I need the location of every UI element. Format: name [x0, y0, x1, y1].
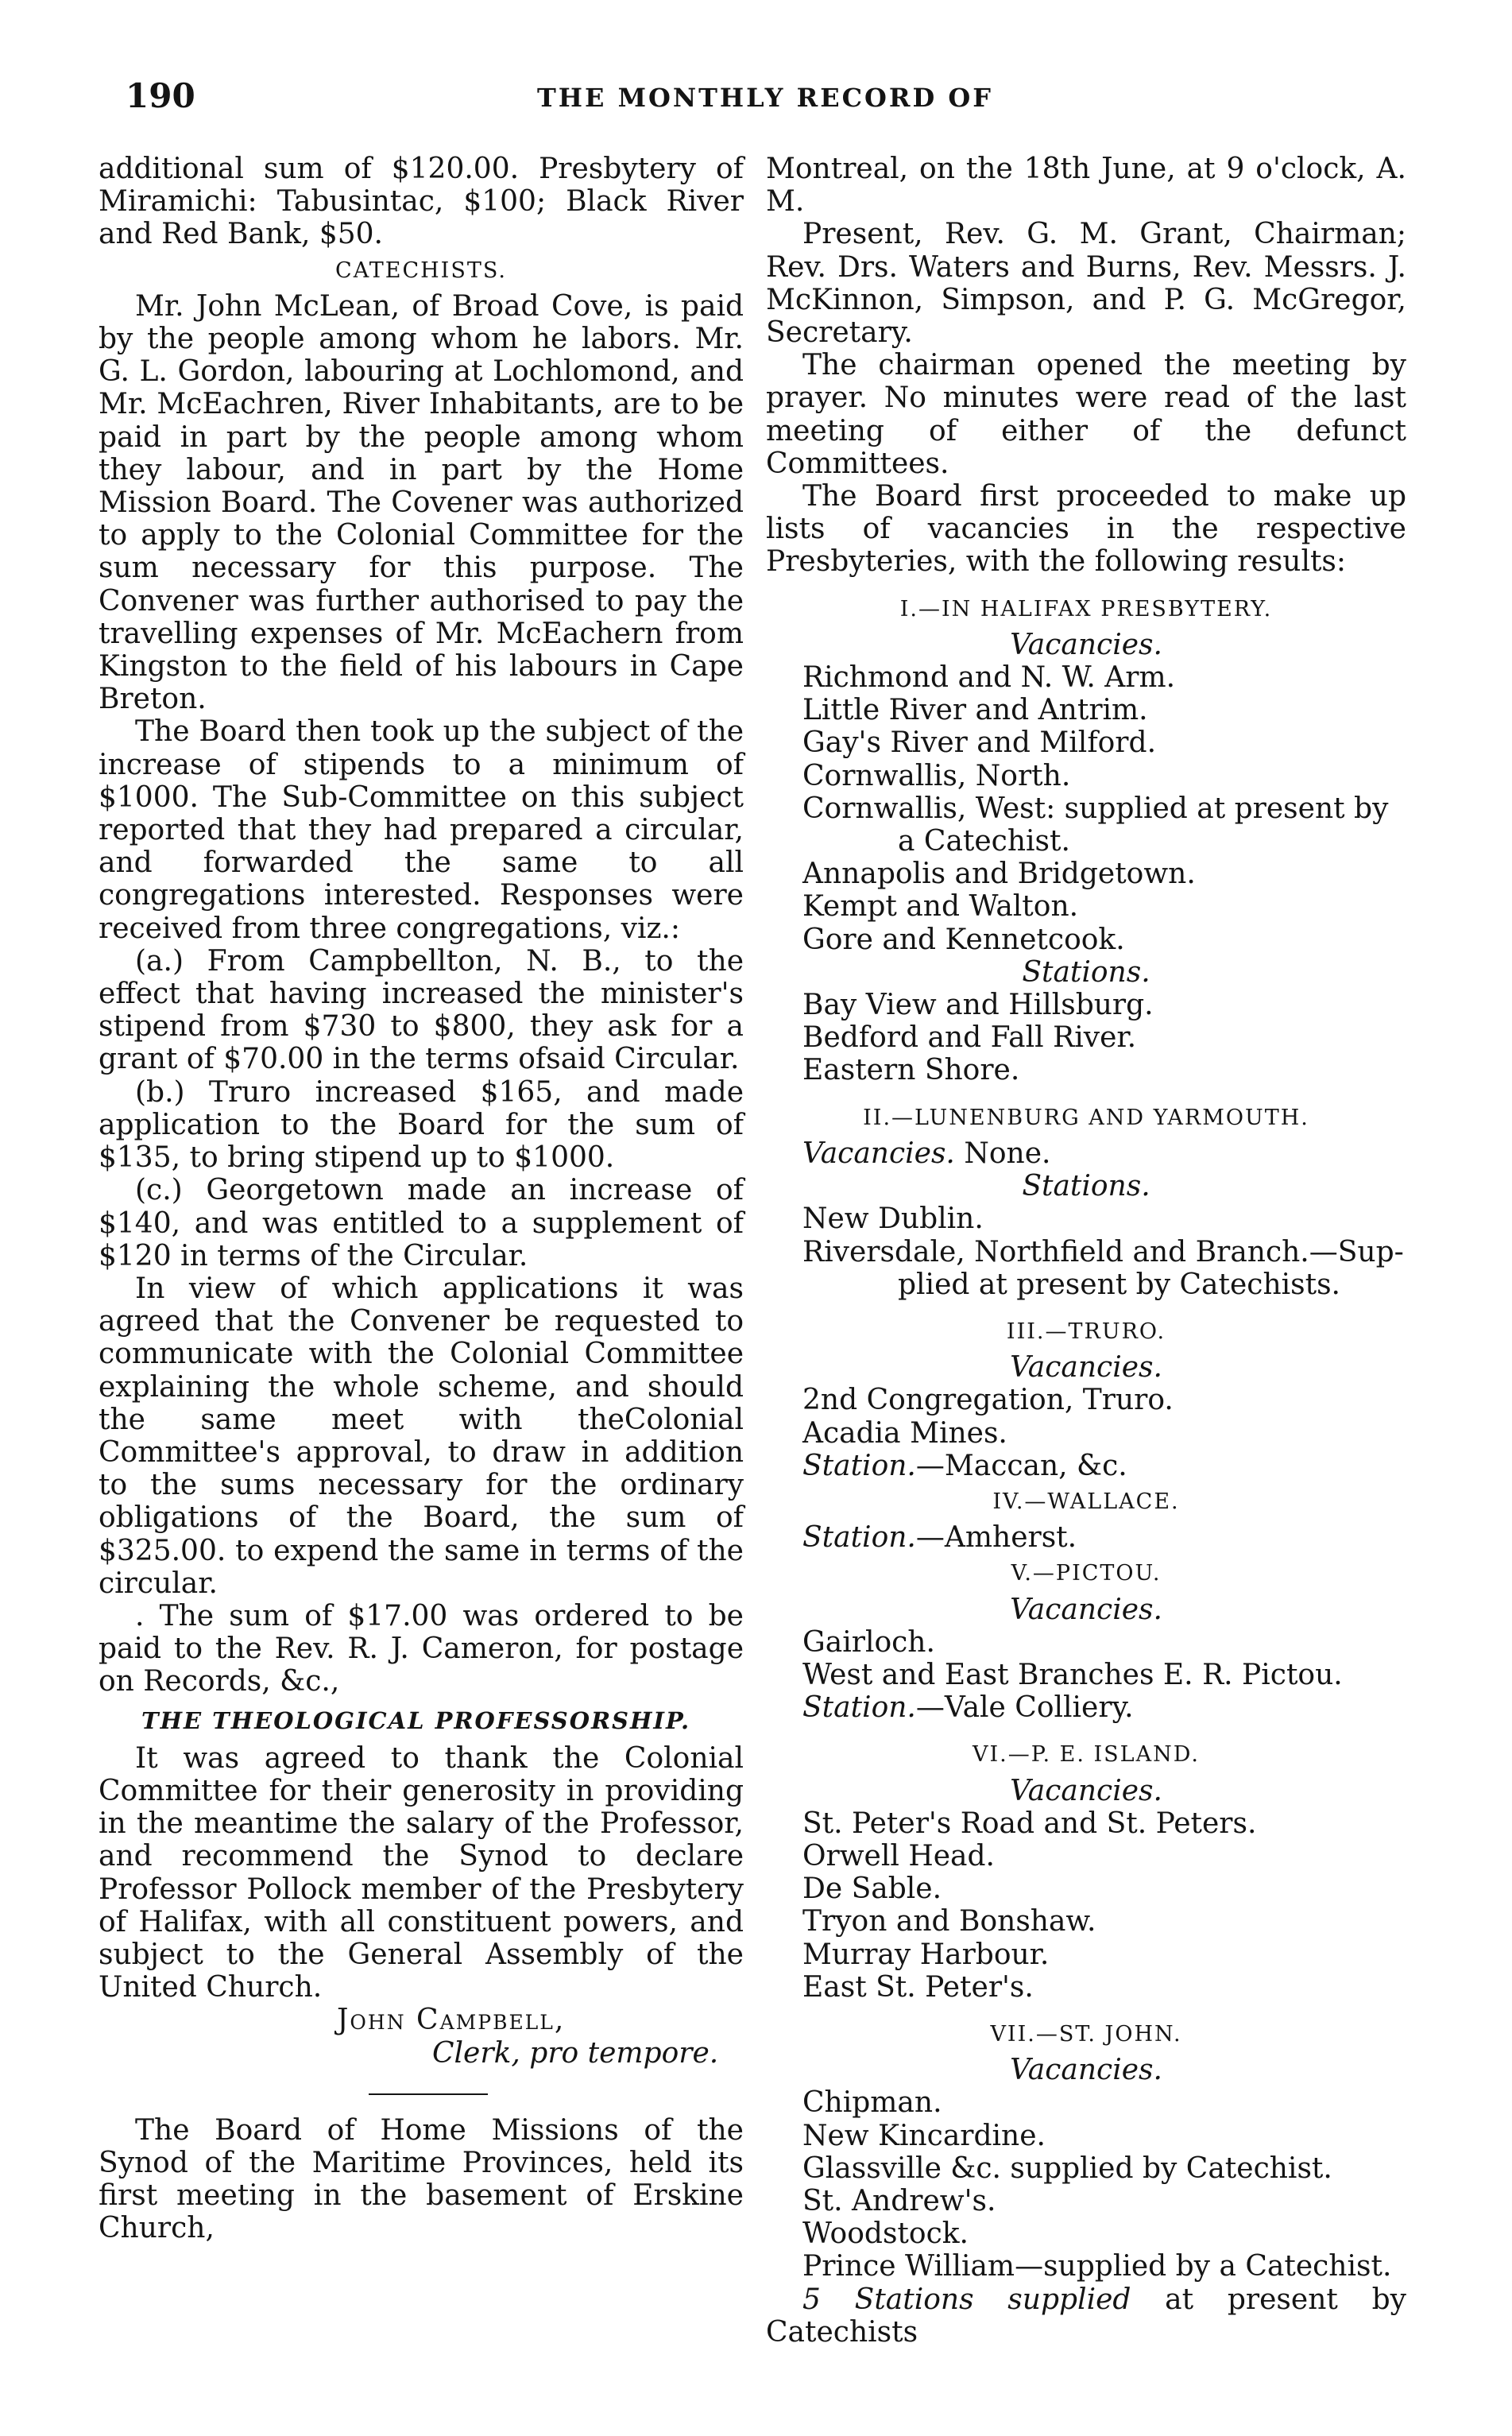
signature-name: John Campbell, [337, 2004, 566, 2037]
list-item: Murray Harbour. [802, 1938, 1050, 1971]
list-value: None. [964, 1137, 1051, 1170]
presbytery-heading: II.—LUNENBURG AND YARMOUTH. [863, 1105, 1309, 1130]
list-label: Station. [802, 1449, 916, 1482]
paragraph: (c.) Georgetown made an increase of $140, and was entitled to a supplement of $120 in terms of the Circular. [99, 1174, 744, 1272]
list-item: New Kincardine. [802, 2119, 1046, 2152]
station-list [766, 1203, 1406, 1301]
paragraph: (b.) Truro increased $165, and made application to the Board for the sum of $135, to bring stipend up to $1000. [99, 1075, 744, 1175]
list-item: Bay View and Hillsburg. [802, 989, 1154, 1022]
station-list [766, 989, 1406, 1087]
list-item: Chipman. [802, 2086, 942, 2120]
list-item-continuation: a Catechist. [898, 825, 1070, 858]
vacancy-list [766, 1384, 1406, 1482]
list-item: Tryon and Bonshaw. [802, 1905, 1096, 1938]
vacancy-list [766, 2086, 1406, 2283]
list-value: —Maccan, &c. [915, 1449, 1127, 1482]
presbytery-heading: VII.—ST. JOHN. [990, 2021, 1182, 2047]
list-label: Stations. [1022, 1170, 1150, 1203]
list-label: Vacancies. [1010, 1774, 1162, 1807]
vacancy-list [766, 1807, 1406, 2004]
list-item: Kempt and Walton. [802, 890, 1079, 924]
divider-rule [369, 2093, 488, 2095]
list-item: Acadia Mines. [802, 1416, 1007, 1450]
list-item: Gairloch. [802, 1625, 935, 1659]
list-item: West and East Branches E. R. Pictou. [802, 1658, 1343, 1691]
closing-line [766, 2283, 1406, 2349]
paragraph: The chairman opened the meeting by prayer. No minutes were read of the last meeting of either of the defunct Committees. [766, 349, 1406, 480]
paragraph: The Board first proceeded to make up lists of vacancies in the respective Presbyteries, with the following results: [766, 480, 1406, 579]
closing-text: at present by Catechists [766, 2283, 1406, 2349]
list-label: Vacancies. [1010, 2054, 1162, 2087]
list-item: New Dublin. [802, 1203, 984, 1236]
station-line [766, 1521, 1406, 1554]
list-value: —Vale Colliery. [915, 1691, 1134, 1725]
right-column [766, 153, 1406, 2349]
list-item: Gay's River and Milford. [802, 726, 1157, 760]
list-item: Riversdale, Northfield and Branch.—Sup- [802, 1235, 1404, 1268]
station-line [802, 1450, 1406, 1482]
paragraph: Montreal, on the 18th June, at 9 o'clock, A. M. [766, 153, 1406, 219]
list-label: Station. [802, 1691, 916, 1725]
paragraph: additional sum of $120.00. Presbytery of Miramichi: Tabusintac, $100; Black River and Red Bank, $50. [99, 153, 744, 251]
section-heading: THE THEOLOGICAL PROFESSORSHIP. [141, 1706, 691, 1734]
paragraph: The Board then took up the subject of the increase of stipends to a minimum of $1000. The Sub-Committee on this subject reported that they had prepared a circular, and forwarded the same to all congregations interested. Responses were received from three congregations, viz.: [99, 715, 744, 945]
vacancy-list [766, 1626, 1406, 1725]
paragraph: Present, Rev. G. M. Grant, Chairman; Rev. Drs. Waters and Burns, Rev. Messrs. J. McKinnon, Simpson, and P. G. McGregor, Secretary. [766, 218, 1406, 350]
paragraph: . The sum of $17.00 was ordered to be paid to the Rev. R. J. Cameron, for postage on Records, &c., [99, 1599, 744, 1698]
list-value: —Amherst. [915, 1521, 1077, 1555]
presbytery-heading: III.—TRURO. [1006, 1319, 1166, 1344]
list-label: Vacancies. [1010, 1351, 1162, 1385]
paragraph: (a.) From Campbellton, N. B., to the effect that having increased the minister's stipend from $730 to $800, they ask for a grant of $70.00 in the terms ofsaid Circular. [99, 944, 744, 1076]
list-label: Station. [802, 1521, 916, 1555]
vacancy-line [766, 1137, 1406, 1170]
left-column [99, 153, 744, 2245]
paragraph: The Board of Home Missions of the Synod of the Maritime Provinces, held its first meeting in the basement of Erskine Church, [99, 2113, 744, 2245]
list-item: Bedford and Fall River. [802, 1021, 1137, 1055]
list-item: Prince William—supplied by a Catechist. [802, 2250, 1392, 2283]
paragraph: It was agreed to thank the Colonial Committee for their generosity in providing in the meantime the salary of the Professor, and recommend the Synod to declare Professor Pollock member of the Presbytery of Halifax, with all constituent powers, and subject to the General Assembly of the United Church. [99, 1741, 744, 2004]
list-label: Vacancies. [1010, 628, 1162, 661]
list-item: Eastern Shore. [802, 1054, 1020, 1087]
running-title: THE MONTHLY RECORD OF [536, 83, 993, 113]
presbytery-heading: IV.—WALLACE. [992, 1489, 1180, 1514]
list-label: Vacancies. [802, 1137, 955, 1170]
list-item: Richmond and N. W. Arm. [802, 661, 1176, 695]
list-item: St. Peter's Road and St. Peters. [802, 1807, 1257, 1840]
list-item: 2nd Congregation, Truro. [802, 1384, 1174, 1417]
presbytery-heading: I.—IN HALIFAX PRESBYTERY. [899, 596, 1273, 622]
list-label: Stations. [1022, 955, 1150, 989]
list-item: Little River and Antrim. [802, 694, 1148, 727]
list-item: Gore and Kennetcook. [802, 923, 1125, 956]
list-item: Orwell Head. [802, 1839, 995, 1873]
list-item: Cornwallis, West: supplied at present by [802, 792, 1389, 825]
list-item: Glassville &c. supplied by Catechist. [802, 2151, 1332, 2185]
presbytery-heading: VI.—P. E. ISLAND. [973, 1742, 1200, 1768]
list-item: De Sable. [802, 1873, 942, 1906]
presbytery-heading: V.—PICTOU. [1011, 1561, 1162, 1586]
paragraph: Mr. John McLean, of Broad Cove, is paid by the people among whom he labors. Mr. G. L. Gordon, labouring at Lochlomond, and Mr. McEachren, River Inhabitants, are to be paid in part by the people among whom they labour, and in part by the Home Mission Board. The Covener was authorized to apply to the Colonial Committee for the sum necessary for this purpose. The Convener was further authorised to pay the travelling expenses of Mr. McEachern from Kingston to the field of his labours in Cape Breton. [99, 289, 744, 716]
list-item: St. Andrew's. [802, 2184, 996, 2217]
list-item: Cornwallis, North. [802, 759, 1071, 792]
list-item: Woodstock. [802, 2217, 969, 2251]
paragraph: In view of which applications it was agreed that the Convener be requested to communicate with the Colonial Committee explaining the whole scheme, and should the same meet with theColonial Committee's approval, to draw in addition to the sums necessary for the ordinary obligations of the Board, the sum of $325.00. to expend the same in terms of the circular. [99, 1272, 744, 1600]
signature-role: Clerk, pro tempore. [432, 2036, 719, 2070]
station-line [802, 1691, 1406, 1724]
vacancy-list [766, 661, 1406, 956]
page-number: 190 [126, 76, 195, 115]
closing-italic: 5 Stations supplied [802, 2283, 1131, 2316]
list-item: Annapolis and Bridgetown. [802, 858, 1196, 891]
list-item-continuation: plied at present by Catechists. [898, 1268, 1340, 1301]
list-label: Vacancies. [1010, 1593, 1162, 1626]
list-item: East St. Peter's. [802, 1970, 1034, 2004]
signature-block [99, 2004, 744, 2069]
section-heading: CATECHISTS. [335, 258, 507, 283]
page-header [126, 76, 1405, 124]
